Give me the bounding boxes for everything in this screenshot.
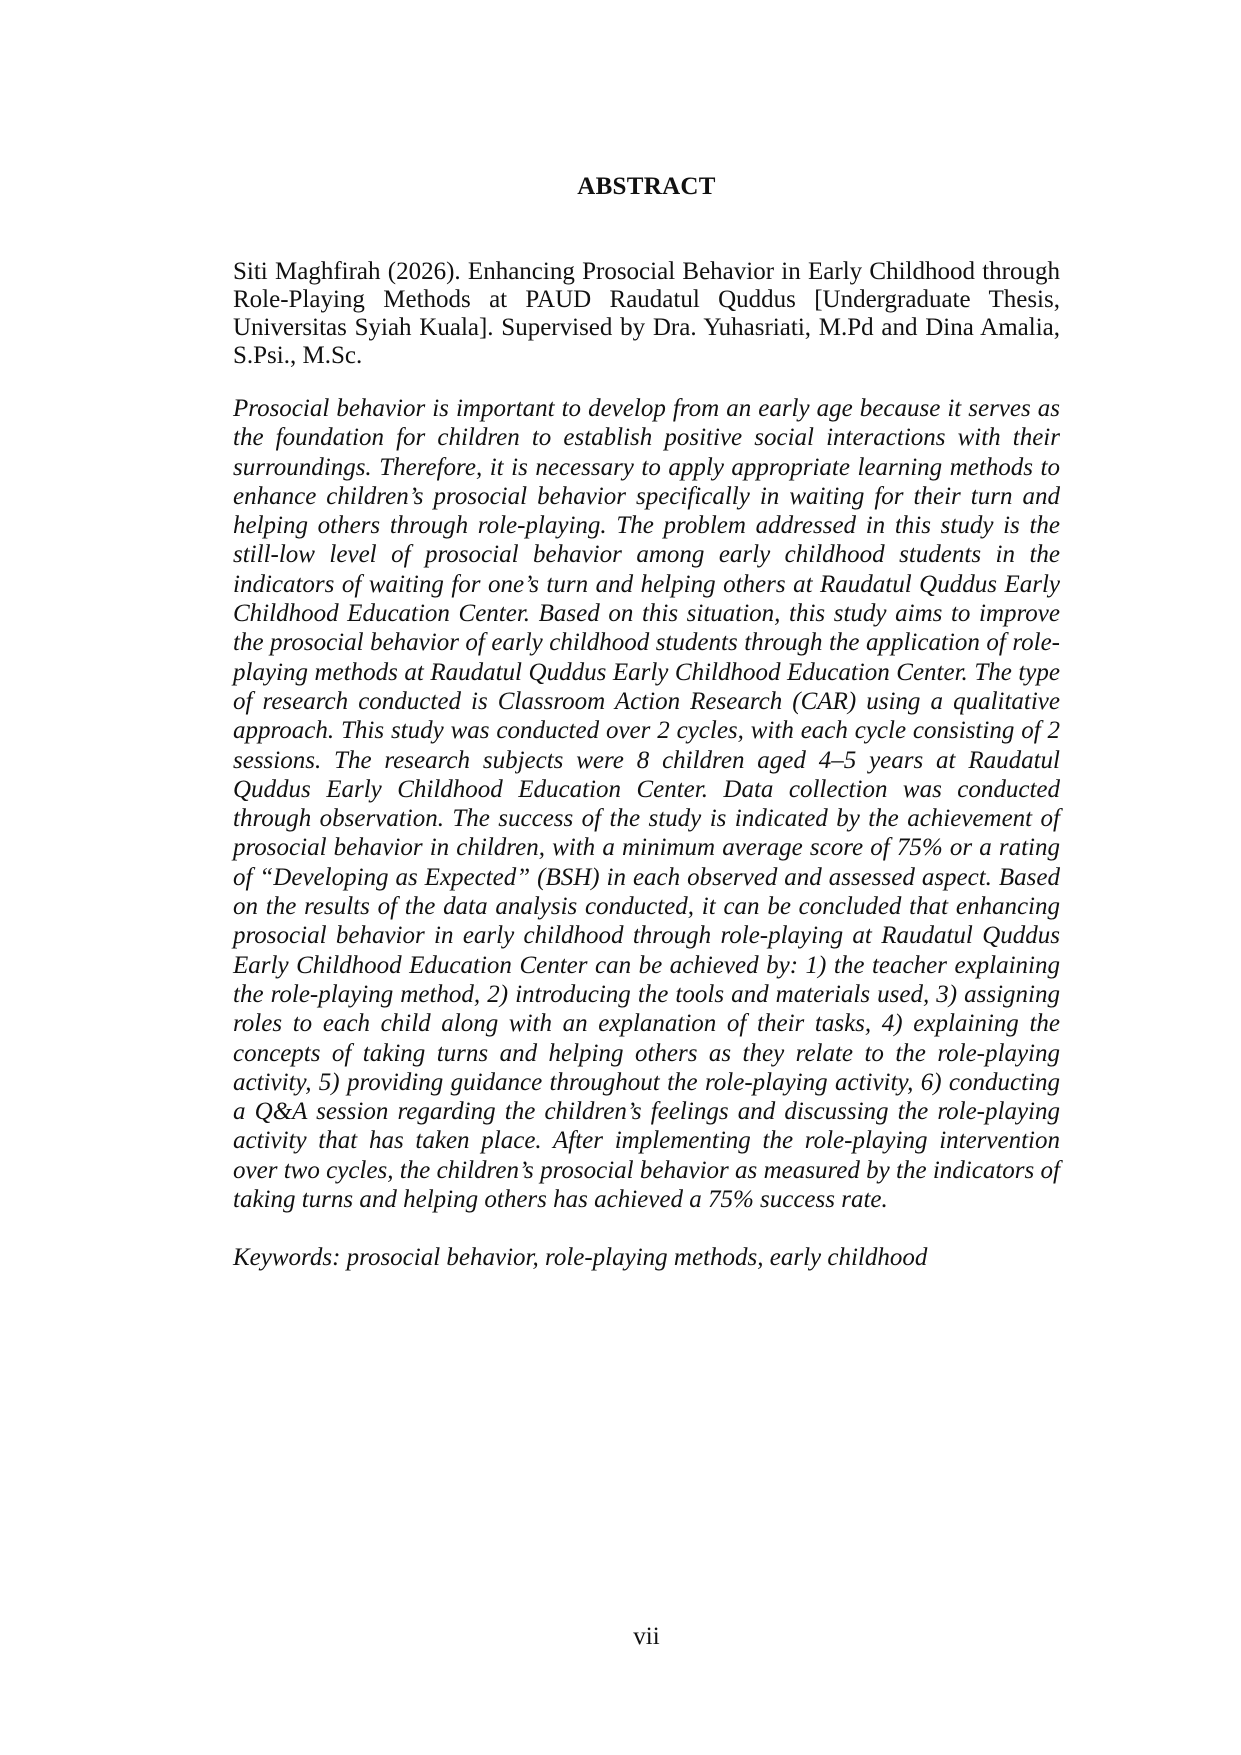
page-number: vii: [633, 1623, 660, 1650]
abstract-body-paragraph: Prosocial behavior is important to develop from an early age because it serves as the foundation for children to establish positive social interactions with their surroundings. Therefore, it is necessary to apply appropriate learning methods to enhance children’s prosocial behavior specifically in waiting for their turn and helping others through role-playing. The problem addressed in this study is the still-low level of prosocial behavior among early childhood students in the indicators of waiting for one’s turn and helping others at Raudatul Quddus Early Childhood Education Center. Based on this situation, this study aims to improve the prosocial behavior of early childhood students through the application of role-playing methods at Raudatul Quddus Early Childhood Education Center. The type of research conducted is Classroom Action Research (CAR) using a qualitative approach. This study was conducted over 2 cycles, with each cycle consisting of 2 sessions. The research subjects were 8 children aged 4–5 years at Raudatul Quddus Early Childhood Education Center. Data collection was conducted through observation. The success of the study is indicated by the achievement of prosocial behavior in children, with a minimum average score of 75% or a rating of “Developing as Expected” (BSH) in each observed and assessed aspect. Based on the results of the data analysis conducted, it can be concluded that enhancing prosocial behavior in early childhood through role-playing at Raudatul Quddus Early Childhood Education Center can be achieved by: 1) the teacher explaining the role-playing method, 2) introducing the tools and materials used, 3) assigning roles to each child along with an explanation of their tasks, 4) explaining the concepts of taking turns and helping others as they relate to the role-playing activity, 5) providing guidance throughout the role-playing activity, 6) conducting a Q&A session regarding the children’s feelings and discussing the role-playing activity that has taken place. After implementing the role-playing intervention over two cycles, the children’s prosocial behavior as measured by the indicators of taking turns and helping others has achieved a 75% success rate.: [233, 395, 1060, 1214]
citation-paragraph: Siti Maghfirah (2026). Enhancing Prosocial Behavior in Early Childhood through Role-Playing Methods at PAUD Raudatul Quddus [Undergraduate Thesis, Universitas Syiah Kuala]. Supervised by Dra. Yuhasriati, M.Pd and Dina Amalia, S.Psi., M.Sc.: [233, 258, 1060, 369]
abstract-title: ABSTRACT: [577, 173, 716, 200]
keywords-line: Keywords: prosocial behavior, role-playing methods, early childhood: [233, 1244, 928, 1271]
